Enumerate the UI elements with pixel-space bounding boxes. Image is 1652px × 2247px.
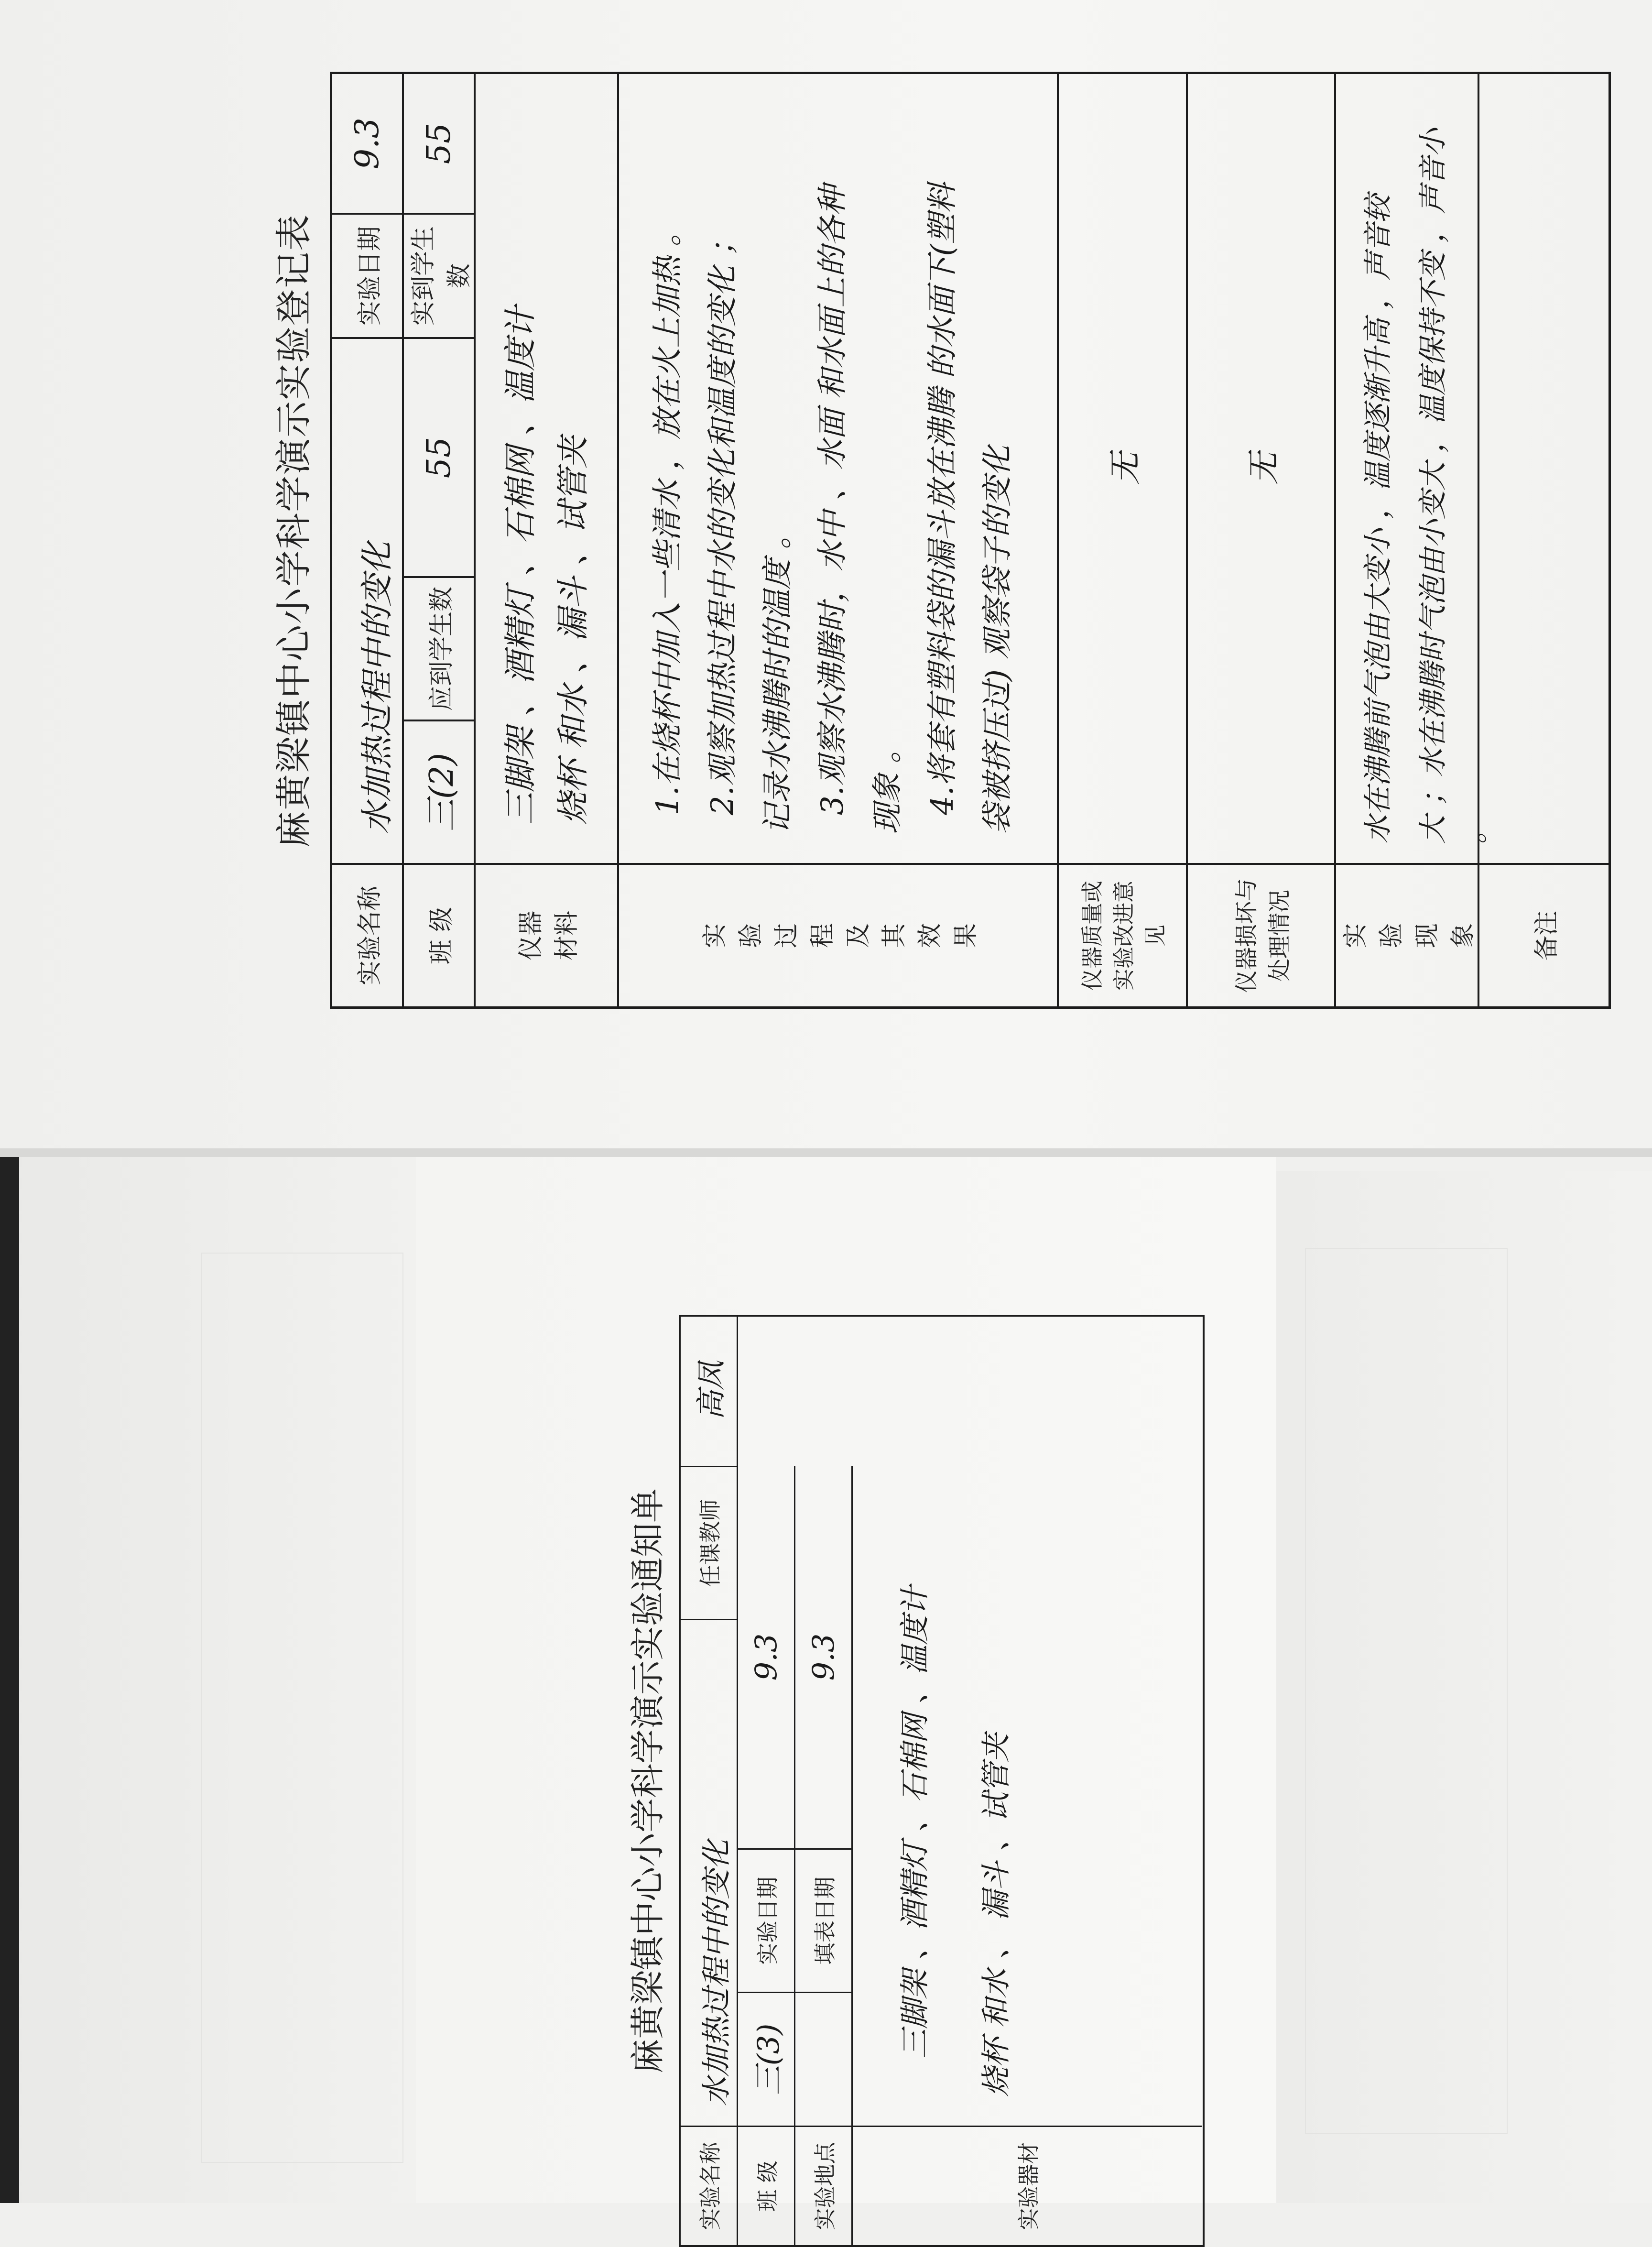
record-title: 麻黄梁镇中心小学科学演示实验登记表 [272, 214, 315, 848]
process-label: 实验过程及其效果 [619, 863, 1059, 1006]
process-line: 现象 。 [870, 732, 905, 834]
location-value [795, 1992, 853, 2126]
experiment-name-label: 实验名称 [332, 863, 404, 1006]
phenomenon-line: 大 ；水在沸腾时气泡由小变大 ，温度保持不变 ，声音小 。 [1416, 128, 1491, 844]
notice-sheet [617, 1315, 1200, 2247]
notice-experiment-name-value: 水加热过程中的变化 [681, 1619, 738, 2126]
background-page [1276, 1171, 1652, 2203]
desk-edge [0, 1090, 19, 2203]
remarks-value [1479, 74, 1609, 863]
record-sheet [258, 62, 1561, 999]
notice-experiment-date-value: 9.3 [738, 1466, 795, 1848]
expected-students-value: 55 [404, 337, 476, 576]
experiment-date-value: 9.3 [332, 74, 404, 213]
teacher-label: 任课教师 [681, 1466, 738, 1619]
teacher-value: 高凤 [681, 1315, 738, 1466]
damage-label: 仪器损坏与处理情况 [1188, 863, 1336, 1006]
quality-label: 仪器质量或实验改进意见 [1059, 863, 1188, 1006]
process-line: 3.观察水沸腾时，水中 、水面 和水面上的各种 [815, 185, 850, 815]
notice-materials-line-1: 三脚架 、酒精灯 、石棉网 、温度计 [897, 1585, 932, 2059]
lower-left-paper [0, 1100, 416, 2203]
ghost-table [201, 1253, 403, 2163]
materials-line-1: 三脚架 、酒精灯 、石棉网 、温度计 [502, 306, 540, 825]
materials-line-2: 烧杯 和水 、漏斗 、试管夹 [554, 436, 592, 825]
process-line: 袋被挤压过) 观察袋子的变化 [980, 445, 1015, 834]
class-value: 三(2) [404, 720, 476, 863]
notice-experiment-name-label: 实验名称 [681, 2126, 738, 2245]
location-label: 实验地点 [795, 2126, 853, 2245]
phenomenon-value [1336, 74, 1491, 863]
damage-value: 无 [1188, 74, 1336, 863]
notice-materials-value [853, 1318, 1202, 2126]
process-line: 2.观察加热过程中水的变化和温度的变化 ； [705, 225, 740, 815]
phenomenon-label: 实验现象 [1336, 863, 1479, 1006]
class-label: 班 级 [404, 863, 476, 1006]
process-line: 记录水沸腾时的温度 。 [760, 518, 795, 834]
actual-students-label: 实到学生数 [404, 213, 476, 337]
notice-table [679, 1315, 1205, 2247]
experiment-name-value: 水加热过程中的变化 [332, 337, 404, 863]
notice-materials-label: 实验器材 [853, 2126, 1202, 2245]
process-line: 4.将套有塑料袋的漏斗放在沸腾 的水面下(塑料 [925, 183, 960, 815]
remarks-label: 备注 [1479, 863, 1609, 1006]
phenomenon-line: 水在沸腾前气泡由大变小 ，温度逐渐升高 ，声音较 [1361, 194, 1395, 844]
fill-date-label: 填表日期 [795, 1848, 853, 1992]
record-table [330, 72, 1611, 1009]
ghost-table-right [1305, 1248, 1508, 2134]
process-line: 1.在烧杯中加入一些清水 ，放在火上加热 。 [650, 216, 685, 815]
expected-students-label: 应到学生数 [404, 576, 476, 720]
experiment-date-label: 实验日期 [332, 213, 404, 337]
quality-value: 无 [1059, 74, 1188, 863]
actual-students-value: 55 [404, 74, 476, 213]
notice-materials-line-2: 烧杯 和水 、 漏斗 、试管夹 [978, 1733, 1013, 2097]
process-value [619, 74, 1059, 863]
notice-class-label: 班 级 [738, 2126, 795, 2245]
fill-date-value: 9.3 [795, 1466, 853, 1848]
materials-value [476, 74, 619, 863]
notice-experiment-date-label: 实验日期 [738, 1848, 795, 1992]
notice-title: 麻黄梁镇中心小学科学演示实验通知单 [628, 1488, 668, 2074]
notice-class-value: 三(3) [738, 1992, 795, 2126]
materials-label: 仪器材料 [476, 863, 619, 1006]
